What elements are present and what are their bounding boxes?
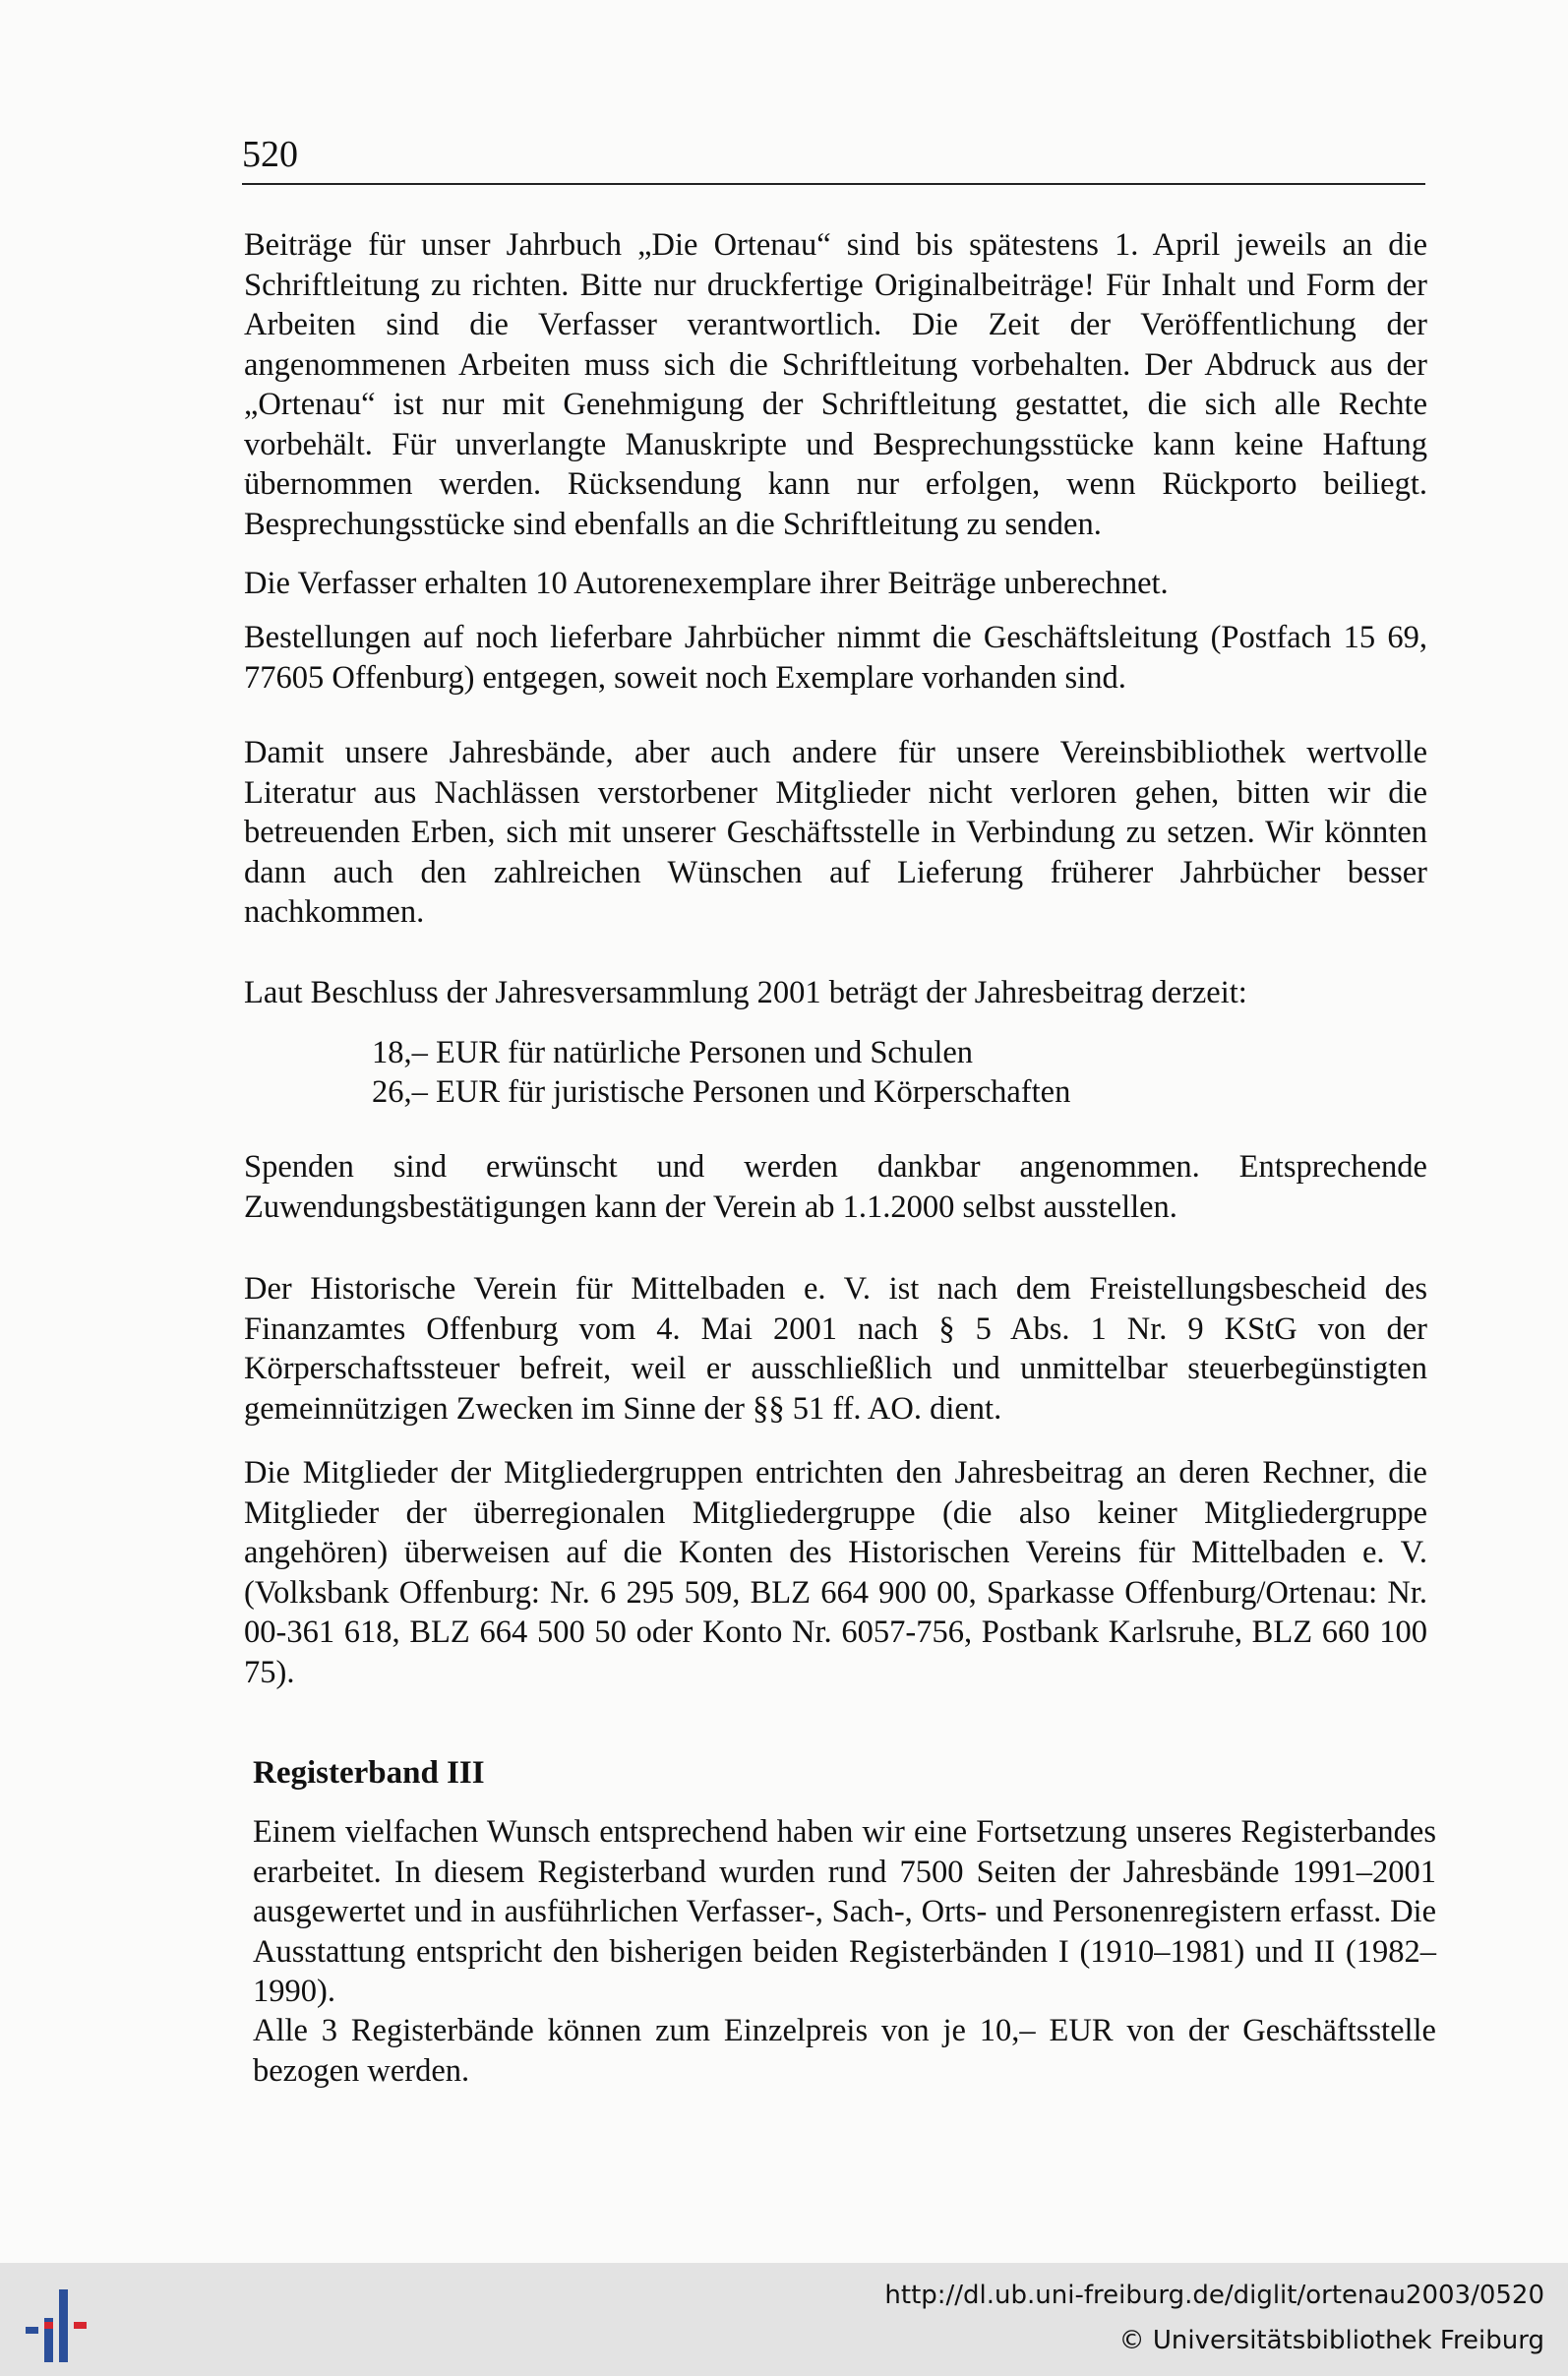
paragraph-order-info: Bestellungen auf noch lieferbare Jahrbücher nimmt die Geschäftsleitung (Postfach 15 69, 77605 Offenburg) entgegen, soweit noch Exemplare vorhanden sind. — [244, 620, 1427, 696]
paragraph-submission-guidelines: Beiträge für unser Jahrbuch „Die Ortenau“ sind bis spätestens 1. April jeweils an die Schriftleitung zu richten. Bitte nur druckfertige Originalbeiträge! Für Inhalt und Form der Arbeiten sind die Verfasser verantwortlich. Die Zeit der Veröffentlichung der angenommenen Arbeiten muss sich die Schriftleitung vorbehalten. Der Abdruck aus der „Ortenau“ ist nur mit Genehmigung der Schriftleitung gestattet, die sich alle Rechte vorbehält. Für unverlangte Manuskripte und Besprechungsstücke kann keine Haftung übernommen werden. Rücksendung kann nur erfolgen, wenn Rückporto beiliegt. Besprechungsstücke sind ebenfalls an die Schriftleitung zu senden. — [244, 227, 1427, 542]
paragraph-author-copies: Die Verfasser erhalten 10 Autorenexemplare ihrer Beiträge unberechnet. — [244, 566, 1169, 601]
permalink-url[interactable]: http://dl.ub.uni-freiburg.de/diglit/ortenau2003/0520 — [884, 2281, 1544, 2310]
paragraph-bank-accounts: Die Mitglieder der Mitgliedergruppen entrichten den Jahresbeitrag an deren Rechner, die Mitglieder der überregionalen Mitgliedergruppe (die also keiner Mitgliedergruppe angehören) überweisen auf die Konten des Historischen Vereins für Mittelbaden e. V. (Volksbank Offenburg: Nr. 6 295 509, BLZ 664 900 00, Sparkasse Offenburg/Ortenau: Nr. 00-361 618, BLZ 664 500 50 oder Konto Nr. 6057-756, Postbank Karlsruhe, BLZ 660 100 75). — [244, 1455, 1427, 1690]
paragraph-membership-fee: Laut Beschluss der Jahresversammlung 2001 beträgt der Jahresbeitrag derzeit: — [244, 975, 1247, 1010]
fee-line-natural-persons: 18,– EUR für natürliche Personen und Schulen — [372, 1035, 974, 1070]
paragraph-registerband-description: Einem vielfachen Wunsch entsprechend haben wir eine Fortsetzung unseres Registerbandes erarbeitet. In diesem Registerband wurden rund 7500 Seiten der Jahresbände 1991–2001 ausgewertet und in ausführlichen Verfasser-, Sach-, Orts- und Personenregistern erfasst. Die Ausstattung entspricht den bisherigen beiden Registerbänden I (1910–1981) und II (1982–1990). — [253, 1814, 1436, 2009]
page-number: 520 — [242, 134, 298, 175]
section-heading-registerband: Registerband III — [253, 1755, 485, 1791]
copyright-notice: © Universitätsbibliothek Freiburg — [1118, 2326, 1544, 2355]
paragraph-donations: Spenden sind erwünscht und werden dankbar angenommen. Entsprechende Zuwendungsbestätigungen kann der Verein ab 1.1.2000 selbst ausstellen. — [244, 1149, 1427, 1225]
paragraph-registerband-price: Alle 3 Registerbände können zum Einzelpreis von je 10,– EUR von der Geschäftsstelle bezogen werden. — [253, 2013, 1436, 2089]
library-footer — [0, 2263, 1568, 2376]
header-rule — [242, 183, 1425, 185]
paragraph-library-donations: Damit unsere Jahresbände, aber auch andere für unsere Vereinsbibliothek wertvolle Literatur aus Nachlässen verstorbener Mitglieder nicht verloren gehen, bitten wir die betreuenden Erben, sich mit unserer Geschäftsstelle in Verbindung zu setzen. Wir könnten dann auch den zahlreichen Wünschen auf Lieferung früherer Jahrbücher besser nachkommen. — [244, 735, 1427, 930]
ub-freiburg-logo-icon — [22, 2283, 102, 2366]
fee-line-legal-persons: 26,– EUR für juristische Personen und Körperschaften — [372, 1074, 1071, 1110]
paragraph-tax-exemption: Der Historische Verein für Mittelbaden e. V. ist nach dem Freistellungsbescheid des Finanzamtes Offenburg vom 4. Mai 2001 nach § 5 Abs. 1 Nr. 9 KStG von der Körperschaftssteuer befreit, weil er ausschließlich und unmittelbar steuerbegünstigten gemeinnützigen Zwecken im Sinne der §§ 51 ff. AO. dient. — [244, 1271, 1427, 1427]
